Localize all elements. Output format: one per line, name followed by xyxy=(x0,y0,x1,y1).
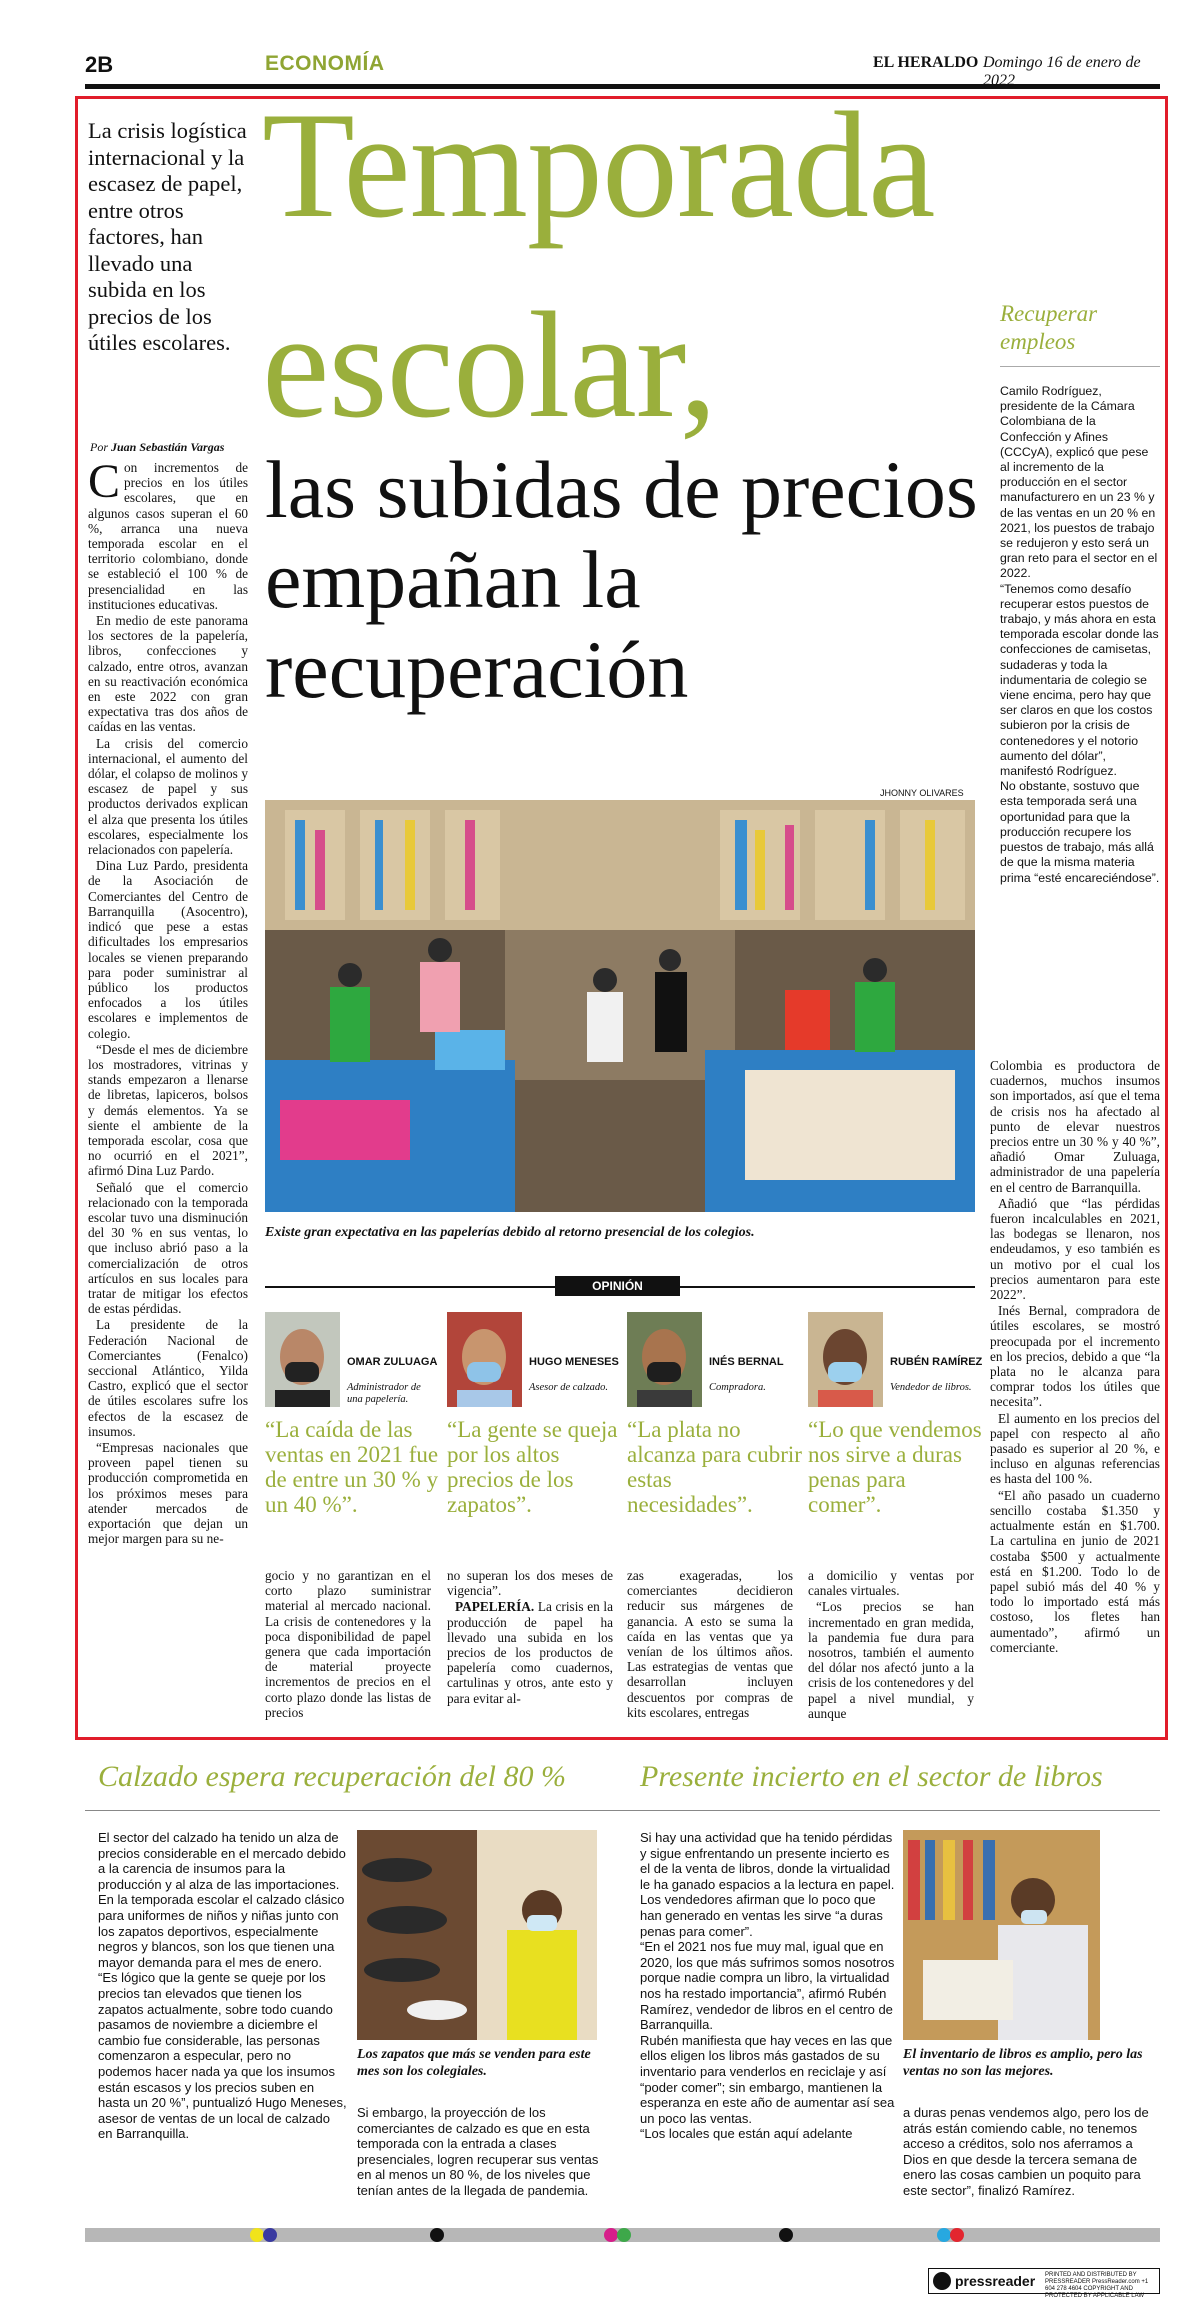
paragraph: “Los locales que están aquí adelante xyxy=(640,2126,853,2142)
sidebar-body xyxy=(1000,384,1160,886)
paragraph: En medio de este panorama los sectores de la papelería, libros, confecciones y calzado, entre otros, avanzan en su reactivación económica en este 2022 con gran expectativa tras dos años de caídas en las ventas. xyxy=(88,613,248,735)
calzado-heading: Calzado espera recuperación del 80 % xyxy=(98,1760,566,1793)
opinion-name: RUBÉN RAMÍREZ xyxy=(890,1356,983,1368)
portrait-omar xyxy=(265,1312,340,1407)
opinion-role: Asesor de calzado. xyxy=(529,1382,609,1393)
paragraph: No obstante, sostuvo que esta temporada será una oportunidad para que la producción recupere los puestos de trabajo, más allá de que la misma materia prima “esté encareciéndose”. xyxy=(1000,779,1160,885)
opinion-item xyxy=(808,1312,983,1517)
registration-dot xyxy=(617,2228,631,2242)
article-column-4: zas exageradas, los comerciantes decidieron reducir sus márgenes de ganancia. A esto se suma la caída en las ventas que ya venían de los últimos años. Las estrategias de ventas que desarrollan incluyen descuentos por compras de kits escolares, entregas xyxy=(627,1568,793,1720)
drop-cap: C xyxy=(88,455,121,508)
opinion-item xyxy=(265,1312,440,1517)
paragraph: Si hay una actividad que ha tenido pérdidas y sigue enfrentando un presente incierto es el de la venta de libros, donde la virtualidad le ha ganado espacios a la lectura en papel. xyxy=(640,1830,895,1892)
article-column-3: no superan los dos meses de vigencia”. PAPELERÍA. La crisis en la producción de papel ha llevado una subida en los precios de los productos de papelería como cuadernos, cartulinas y otros, ante esto y para evitar al- xyxy=(447,1568,613,1706)
paragraph: Añadió que “las pérdidas fueron incalculables en 2021, las bodegas se llenaron, nos endeudamos, y eso también es un motivo por el cual los precios aumentaron para este 2022”. xyxy=(990,1195,1160,1303)
paragraph: a domicilio y ventas por canales virtuales. xyxy=(808,1568,974,1599)
opinion-name: OMAR ZULUAGA xyxy=(347,1356,438,1368)
opinion-role: Vendedor de libros. xyxy=(890,1382,972,1393)
headline-line-2: escolar, xyxy=(262,281,717,449)
registration-dot xyxy=(430,2228,444,2242)
paragraph: Dina Luz Pardo, presidenta de la Asociación de Comerciantes del Centro de Barranquilla (Asocentro), indicó que pese a estas dificultades los empresarios locales se vienen preparando para poder suministrar al público los productos enfocados a los útiles escolares e implementos de colegio. xyxy=(88,858,248,1041)
issue-date: Domingo 16 de enero de 2022 xyxy=(983,54,1141,89)
opinion-tag: OPINIÓN xyxy=(555,1276,680,1296)
opinion-item xyxy=(447,1312,622,1517)
article-lead: La crisis logística internacional y la escasez de papel, entre otros factores, han llevado una subida en los precios de los útiles escolares. xyxy=(88,118,247,355)
registration-dot xyxy=(263,2228,277,2242)
section-name: ECONOMÍA xyxy=(265,52,385,75)
paragraph: El aumento en los precios del papel con respecto al año pasado es superior al 20 %, e incluso en algunas referencias es hasta del 100 %. xyxy=(990,1410,1160,1487)
paragraph: “En el 2021 nos fue muy mal, igual que en 2020, los que más sufrimos somos nosotros porque nadie compra un libro, la virtualidad nos ha restado importancia”, afirmó Rubén Ramírez, vendedor de libros en el centro de Barranquilla. xyxy=(640,1939,895,2033)
page-number: 2B xyxy=(85,52,114,77)
libros-heading: Presente incierto en el sector de libros xyxy=(640,1760,1103,1793)
calzado-text-left xyxy=(98,1830,348,2142)
opinion-name: HUGO MENESES xyxy=(529,1356,619,1368)
libros-text-right: a duras penas vendemos algo, pero los de atrás están comiendo cable, no tenemos acceso a créditos, solo nos aferramos a Dios en que desde la tercera semana de enero las cosas cambien un poquito para este sector”, finalizó Ramírez. xyxy=(903,2105,1149,2198)
registration-dot xyxy=(779,2228,793,2242)
article-column-2: gocio y no garantizan en el corto plazo suministrar material al mercado nacional. La crisis de contenedores y la poca disponibilidad de papel genera que cada importación de material proyecte incrementos de precios en el corto plazo donde las listas de precios xyxy=(265,1568,431,1720)
books-caption: El inventario de libros es amplio, pero las ventas no son las mejores. xyxy=(903,2047,1143,2079)
paragraph: “Tenemos como desafío recuperar estos puestos de trabajo, y más ahora en esta temporada escolar donde las confecciones de camisetas, sudaderas y toda la indumentaria de colegio se viene encima, pero hay que ser claros en que los costos subieron por la crisis de contenedores y el notorio aumento del dólar”, manifestó Rodríguez. xyxy=(1000,581,1159,779)
registration-dot xyxy=(937,2228,951,2242)
photo-credit: JHONNY OLIVARES xyxy=(880,788,964,798)
sidebar-heading: Recuperar empleos xyxy=(1000,301,1098,354)
paragraph: Colombia es productora de cuadernos, muchos insumos son importados, así que el tema de crisis nos ha afectado al punto de elevar nuestros precios entre un 30 % y 40 %”, añadió Omar Zuluaga, administrador de una papelería en el centro de Barranquilla. xyxy=(990,1058,1160,1195)
photo-caption: Existe gran expectativa en las papelerías debido al retorno presencial de los colegios. xyxy=(265,1225,755,1240)
opinion-name: INÉS BERNAL xyxy=(709,1356,784,1368)
portrait-hugo xyxy=(447,1312,522,1407)
pressreader-brand: pressreader xyxy=(955,2273,1036,2289)
opinion-quote: “Lo que vendemos nos sirve a duras penas para comer”. xyxy=(808,1417,982,1517)
headline-line-3: las subidas de precios empañan la recuperación xyxy=(265,444,978,715)
pressreader-badge[interactable] xyxy=(928,2268,1160,2299)
sidebar-divider xyxy=(1000,366,1160,367)
paragraph: “Los precios se han incrementado en gran medida, la pandemia fue dura para nosotros, también el aumento del dólar nos afectó junto a la crisis de los contenedores y del papel a nivel mundial, y aunque xyxy=(808,1599,974,1721)
calzado-text-right: Si embargo, la proyección de los comerciantes de calzado es que en esta temporada con la entrada a clases presenciales, logren recuperar sus ventas en al menos un 80 %, de los niveles que tenían antes de la llegada de pandemia. xyxy=(357,2105,599,2198)
pressreader-notice: PRINTED AND DISTRIBUTED BY PRESSREADER PressReader.com +1 604 278 4604 COPYRIGHT AND PROTECTED BY APPLICABLE LAW xyxy=(1045,2272,1149,2299)
portrait-ines xyxy=(627,1312,702,1407)
newspaper-name: EL HERALDO xyxy=(873,54,979,71)
article-column-5 xyxy=(808,1568,974,1722)
store-photo xyxy=(265,800,975,1212)
paragraph: Los vendedores afirman que lo poco que han generado en ventas les sirve “a duras penas para comer”. xyxy=(640,1892,883,1939)
opinion-quote: “La gente se queja por los altos precios de los zapatos”. xyxy=(447,1417,618,1517)
shoes-caption: Los zapatos que más se venden para este mes son los colegiales. xyxy=(357,2047,591,2079)
paragraph: Rubén manifiesta que hay veces en las que ellos eligen los libros más gastados de su inventario para venderlos en reciclaje y así “poder comer”; sin embargo, mantienen la esperanza en este año de aumentar así sea un poco las ventas. xyxy=(640,2032,895,2126)
byline: Por Juan Sebastián Vargas xyxy=(90,440,225,454)
paragraph: “El año pasado un cuaderno sencillo costaba $1.350 y actualmente están en $1.700. La cartulina en junio de 2021 costaba $500 y actualmente está en $1.200. Todo lo de papel subió más del 40 % y todo lo importado está más costoso, los fletes han aumentado”, afirmó un comerciante. xyxy=(990,1487,1160,1655)
paragraph: “Es lógico que la gente se queje por los precios tan elevados que tienen los zapatos actualmente, sobre todo cuando pasamos de noviembre a diciembre el cambio fue considerable, las personas comenzaron a especular, pero no podemos hacer nada ya que los insumos están escasos y los precios suben en hasta un 20 %”, puntualizó Hugo Meneses, asesor de ventas de un local de calzado en Barranquilla. xyxy=(98,1970,347,2142)
color-registration-bar xyxy=(85,2228,1160,2242)
paragraph: “Empresas nacionales que proveen papel tienen su producción comprometida en los próximos meses para atender mercados de exportación que dejan un mejor margen para su ne- xyxy=(88,1440,248,1547)
paragraph: En la temporada escolar el calzado clásico para uniformes de niños y niñas junto con los zapatos deportivos, especialmente negros y blancos, son los que tienen una mayor demanda para el mes de enero. xyxy=(98,1892,345,1970)
registration-dot xyxy=(950,2228,964,2242)
opinion-quote: “La caída de las ventas en 2021 fue de entre un 30 % y un 40 %”. xyxy=(265,1417,439,1517)
opinion-role: Administrador de una papelería. xyxy=(347,1382,421,1405)
registration-dot xyxy=(250,2228,264,2242)
paragraph: La presidente de la Federación Nacional de Comerciantes (Fenalco) seccional Atlántico, Yilda Castro, explicó que el sector de útiles escolares sufre los efectos de la escasez de insumos. xyxy=(88,1317,248,1439)
section-divider xyxy=(85,1810,1160,1811)
pressreader-logo-icon xyxy=(933,2272,951,2290)
paragraph: La crisis del comercio internacional, el aumento del dólar, el colapso de molinos y escasez de papel y sus productos derivados explican el alza que presenta los útiles escolares, especialmente los relacionados con papelería. xyxy=(88,735,248,858)
paragraph: Inés Bernal, compradora de útiles escolares, se mostró preocupada por el incremento en los precios, debido a que “la plata no le alcanza para comprar todos los útiles que necesita”. xyxy=(990,1303,1160,1410)
paragraph: Señaló que el comercio relacionado con la temporada escolar tuvo una disminución del 30 % en sus ventas, lo que incluso abrió paso a la comercialización de otros artículos en sus locales para tratar de mitigar los efectos de estas pérdidas. xyxy=(88,1179,248,1317)
opinion-role: Compradora. xyxy=(709,1382,766,1393)
article-column-right xyxy=(990,1058,1160,1656)
shoes-photo xyxy=(357,1830,597,2040)
portrait-ruben xyxy=(808,1312,883,1407)
paragraph: “Desde el mes de diciembre los mostradores, vitrinas y stands empezaron a llenarse de libretas, lapiceros, bolsos y demás elementos. Ya se siente el ambiente de la temporada escolar, cosa que no ocurrió en el 2021”, afirmó Dina Luz Pardo. xyxy=(88,1041,248,1179)
paragraph: El sector del calzado ha tenido un alza de precios considerable en el mercado debido a la carencia de insumos para la producción y al alza de las importaciones. xyxy=(98,1830,346,1892)
opinion-item xyxy=(627,1312,802,1517)
headline-line-1: Temporada xyxy=(262,81,935,249)
article-column-1 xyxy=(88,455,248,1547)
paragraph: Camilo Rodríguez, presidente de la Cámara Colombiana de la Confección y Afines (CCCyA), explicó que pese al incremento de la producción en el sector manufacturero en un 23 % y de las ventas en un 20 % en 2021, los puestos de trabajo se redujeron y esto será un gran reto para el sector en el 2022. xyxy=(1000,384,1158,581)
paragraph: Con incrementos de precios en los útiles escolares, que en algunos casos superan el 60 %, arranca una nueva temporada escolar en el territorio colombiano, donde se estableció el 100 % de presencialidad en las instituciones educativas. xyxy=(88,455,248,612)
books-photo xyxy=(903,1830,1100,2040)
opinion-quote: “La plata no alcanza para cubrir estas necesidades”. xyxy=(627,1417,802,1517)
libros-text-left xyxy=(640,1830,895,2142)
registration-dot xyxy=(604,2228,618,2242)
